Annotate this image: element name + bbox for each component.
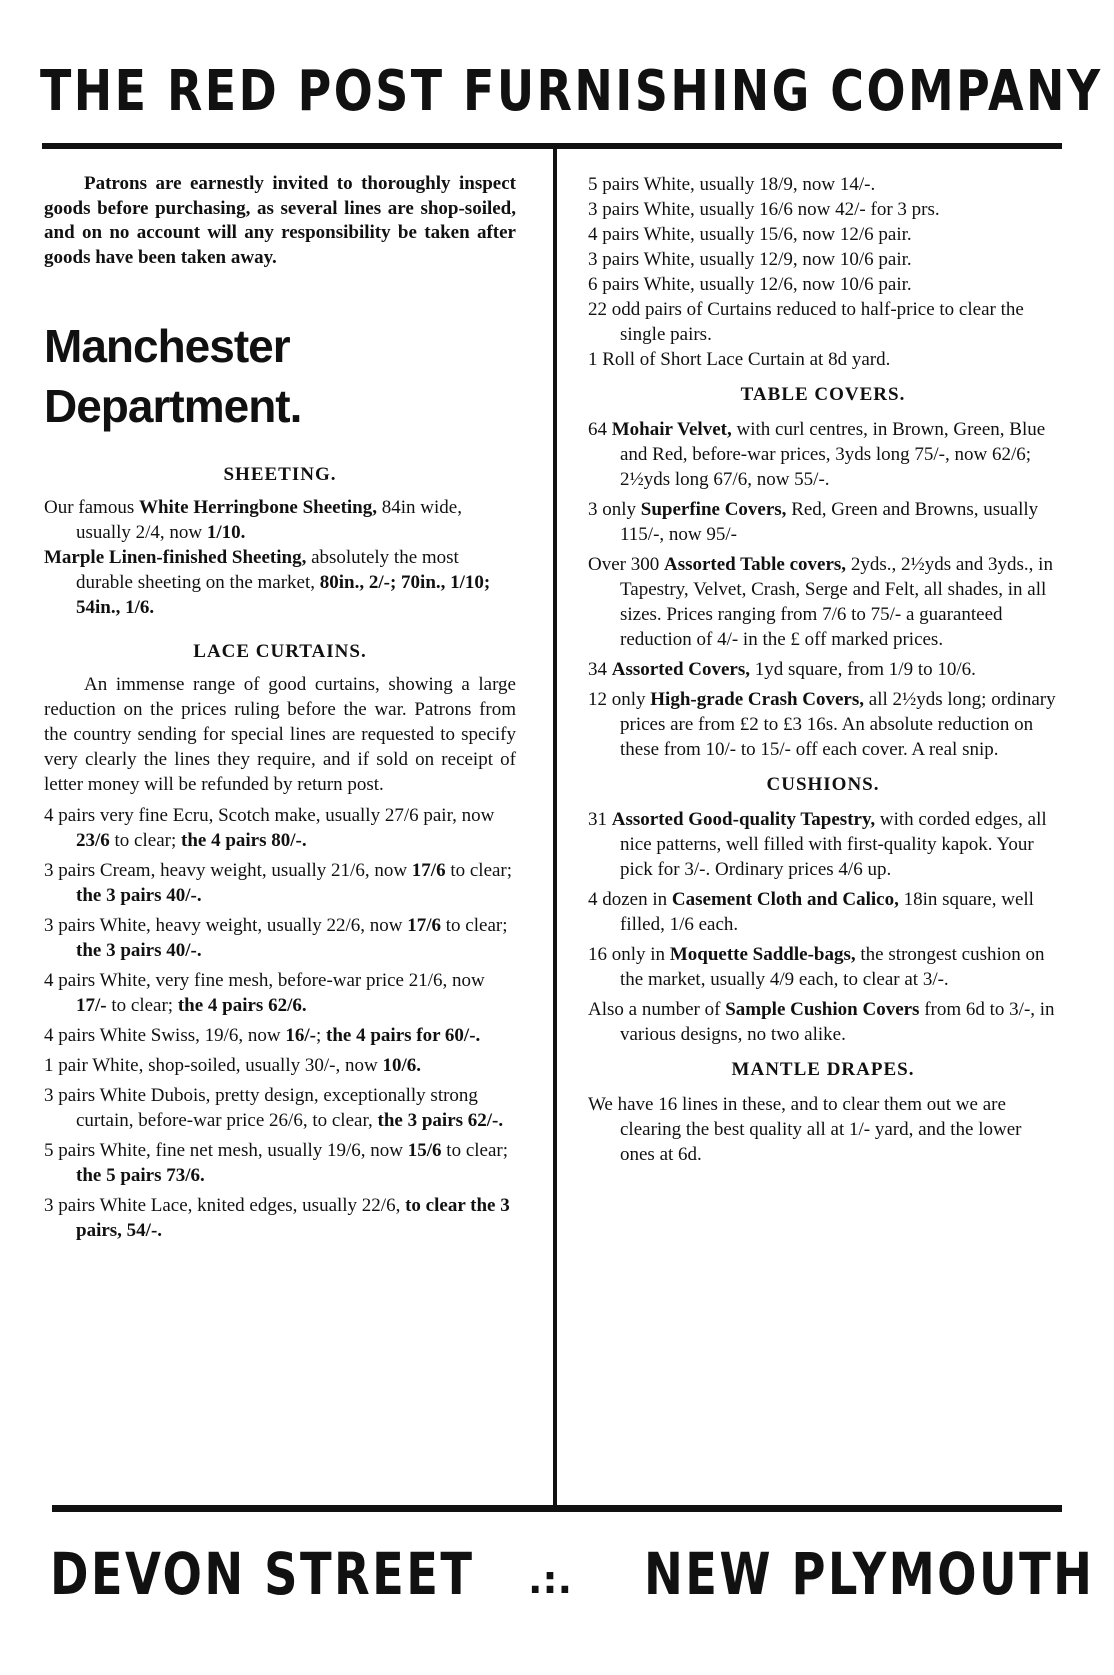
lace-curtains-heading: LACE CURTAINS. <box>193 641 367 662</box>
mantle-drapes-heading: MANTLE DRAPES. <box>731 1059 915 1080</box>
table-cover-item: 3 only Superfine Covers, Red, Green and Browns, usually 115/-, now 95/- <box>588 499 1039 545</box>
department-title <box>44 316 516 436</box>
cushion-item: 31 Assorted Good-quality Tapestry, with corded edges, all nice patterns, well filled with first-quality kapok. Your pick for 3/-. Ordinary prices 4/6 up. <box>588 809 1047 880</box>
cushion-item: 16 only in Moquette Saddle-bags, the strongest cushion on the market, usually 4/9 each, to clear at 3/-. <box>588 944 1045 990</box>
column-divider <box>553 149 557 1505</box>
lace-item: 3 pairs Cream, heavy weight, usually 21/6, now 17/6 to clear; the 3 pairs 40/-. <box>44 860 513 906</box>
footer-town: NEW PLYMOUTH <box>644 1540 1095 1608</box>
lace-item: 4 pairs White, very fine mesh, before-war price 21/6, now 17/- to clear; the 4 pairs 62/6. <box>44 970 485 1016</box>
table-covers-heading: TABLE COVERS. <box>740 384 906 405</box>
lace-item: 5 pairs White, fine net mesh, usually 19/6, now 15/6 to clear; the 5 pairs 73/6. <box>44 1140 509 1186</box>
table-cover-item: 12 only High-grade Crash Covers, all 2½yds long; ordinary prices are from £2 to £3 16s. An absolute reduction on these from 10/- to 15/- off each cover. A real snip. <box>588 689 1056 760</box>
curtain-item: 4 pairs White, usually 15/6, now 12/6 pair. <box>588 224 912 245</box>
curtain-item: 22 odd pairs of Curtains reduced to half-price to clear the single pairs. <box>588 299 1024 345</box>
curtain-item: 6 pairs White, usually 12/6, now 10/6 pair. <box>588 274 912 295</box>
department-line-1: Manchester <box>44 320 290 372</box>
lace-item: 3 pairs White Dubois, pretty design, exceptionally strong curtain, before-war price 26/6, to clear, the 3 pairs 62/-. <box>44 1085 504 1131</box>
lace-item: 4 pairs White Swiss, 19/6, now 16/-; the 4 pairs for 60/-. <box>44 1025 481 1046</box>
curtain-item: 3 pairs White, usually 12/9, now 10/6 pair. <box>588 249 912 270</box>
table-cover-item: 64 Mohair Velvet, with curl centres, in Brown, Green, Blue and Red, before-war prices, 3yds long 75/-, now 62/6; 2½yds long 67/6, now 55/-. <box>588 419 1046 490</box>
curtain-item: 3 pairs White, usually 16/6 now 42/- for 3 prs. <box>588 199 940 220</box>
department-line-2: Department. <box>44 380 302 432</box>
sheeting-item: Marple Linen-finished Sheeting, absolutely the most durable sheeting on the market, 80in., 2/-; 70in., 1/10; 54in., 1/6. <box>44 547 491 618</box>
sheeting-item: Our famous White Herringbone Sheeting, 84in wide, usually 2/4, now 1/10. <box>44 497 462 543</box>
intro-notice: Patrons are earnestly invited to thoroughly inspect goods before purchasing, as several lines are shop-soiled, and on no account will any responsibility be taken after goods have been taken away. <box>44 173 516 268</box>
table-cover-item: 34 Assorted Covers, 1yd square, from 1/9 to 10/6. <box>588 659 976 680</box>
lace-item: 3 pairs White, heavy weight, usually 22/6, now 17/6 to clear; the 3 pairs 40/-. <box>44 915 508 961</box>
cushion-item: Also a number of Sample Cushion Covers from 6d to 3/-, in various designs, no two alike. <box>588 999 1055 1045</box>
curtain-item: 5 pairs White, usually 18/9, now 14/-. <box>588 174 876 195</box>
footer-separator: .:. <box>528 1558 573 1602</box>
bottom-rule <box>52 1505 1062 1512</box>
top-rule <box>42 143 1062 149</box>
lace-item: 1 pair White, shop-soiled, usually 30/-, now 10/6. <box>44 1055 421 1076</box>
mantle-drapes-text: We have 16 lines in these, and to clear them out we are clearing the best quality all at 1/- yard, and the lower ones at 6d. <box>588 1094 1022 1165</box>
sheeting-heading: SHEETING. <box>223 464 337 485</box>
curtain-item: 1 Roll of Short Lace Curtain at 8d yard. <box>588 349 891 370</box>
lace-item: 3 pairs White Lace, knited edges, usually 22/6, to clear the 3 pairs, 54/-. <box>44 1195 510 1241</box>
table-cover-item: Over 300 Assorted Table covers, 2yds., 2½yds and 3yds., in Tapestry, Velvet, Crash, Serge and Felt, all shades, in all sizes. Prices ranging from 7/6 to 75/- a guaranteed reduction of 4/- in the £ off marked prices. <box>588 554 1053 650</box>
footer-street: DEVON STREET <box>50 1540 475 1608</box>
masthead-title: THE RED POST FURNISHING COMPANY <box>40 59 1103 124</box>
cushion-item: 4 dozen in Casement Cloth and Calico, 18in square, well filled, 1/6 each. <box>588 889 1034 935</box>
lace-item: 4 pairs very fine Ecru, Scotch make, usually 27/6 pair, now 23/6 to clear; the 4 pairs 80/-. <box>44 805 495 851</box>
lace-curtains-intro: An immense range of good curtains, showing a large reduction on the prices ruling before the war. Patrons from the country sending for special lines are requested to specify very clearly the lines they require, and if sold on receipt of letter money will be refunded by return post. <box>44 674 516 795</box>
left-column <box>44 172 516 1248</box>
right-column <box>588 172 1058 1172</box>
cushions-heading: CUSHIONS. <box>766 774 880 795</box>
